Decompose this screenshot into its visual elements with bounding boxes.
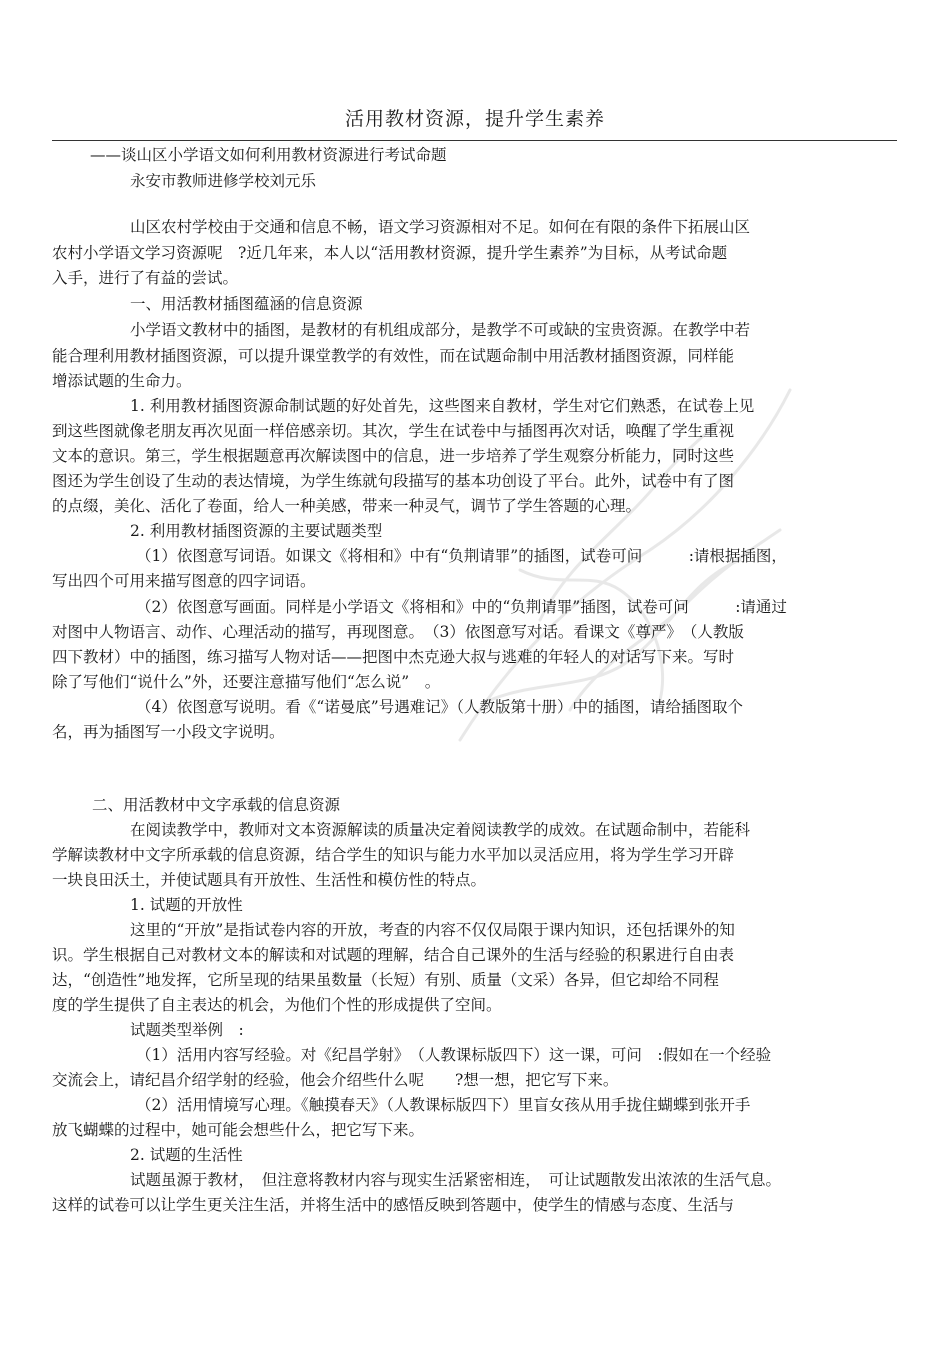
document-author: 永安市教师进修学校刘元乐 <box>130 172 317 190</box>
paragraph-line: 交流会上，请纪昌介绍学射的经验，他会介绍些什么呢 ?想一想，把它写下来。 <box>52 1071 619 1089</box>
paragraph-line: 1. 利用教材插图资源命制试题的好处首先，这些图来自教材，学生对它们熟悉，在试卷上见 <box>130 397 755 415</box>
paragraph-line: 这样的试卷可以让学生更关注生活，并将生活中的感悟反映到答题中，使学生的情感与态度、生活与 <box>52 1196 735 1214</box>
paragraph-line: 识。学生根据自己对教材文本的解读和对试题的理解，结合自己课外的生活与经验的积累进行自由表 <box>52 946 735 964</box>
section-heading: 二、用活教材中文字承载的信息资源 <box>92 796 341 814</box>
paragraph-line: 一块良田沃土，并使试题具有开放性、生活性和模仿性的特点。 <box>52 871 487 889</box>
paragraph-line: 除了写他们“说什么”外，还要注意描写他们“怎么说” 。 <box>52 673 441 691</box>
title-divider <box>52 140 897 141</box>
document-subtitle: ——谈山区小学语文如何利用教材资源进行考试命题 <box>90 146 447 164</box>
paragraph-line: 达，“创造性”地发挥，它所呈现的结果虽数量（长短）有别、质量（文采）各异，但它却给不同程 <box>52 971 719 989</box>
paragraph-line: （2）依图意写画面。同样是小学语文《将相和》中的“负荆请罪”插图，试卷可问 :请通过 <box>136 598 787 616</box>
paragraph-line: 对图中人物语言、动作、心理活动的描写，再现图意。 （3）依图意写对话。看课文《尊严》 （人教版 <box>52 623 744 641</box>
paragraph-line: 增添试题的生命力。 <box>52 372 192 390</box>
paragraph-line: 农村小学语文学习资源呢 ?近几年来，本人以“活用教材资源，提升学生素养”为目标，从考试命题 <box>52 244 728 262</box>
paragraph-line: 文本的意识。第三，学生根据题意再次解读图中的信息，进一步培养了学生观察分析能力，同时这些 <box>52 447 735 465</box>
paragraph-line: 的点缀，美化、活化了卷面，给人一种美感，带来一种灵气，调节了学生答题的心理。 <box>52 497 642 515</box>
subsection-heading: 2. 利用教材插图资源的主要试题类型 <box>130 522 383 540</box>
paragraph-line: 名，再为插图写一小段文字说明。 <box>52 723 285 741</box>
section-heading: 一、用活教材插图蕴涵的信息资源 <box>130 295 363 313</box>
document-title: 活用教材资源，提升学生素养 <box>344 108 605 130</box>
paragraph-line: （4）依图意写说明。看《“诺曼底”号遇难记》（人教版第十册）中的插图，请给插图取个 <box>136 698 743 716</box>
paragraph-line: 试题类型举例 : <box>130 1021 244 1039</box>
paragraph-line: 到这些图就像老朋友再次见面一样倍感亲切。其次，学生在试卷中与插图再次对话，唤醒了学生重视 <box>52 422 735 440</box>
paragraph-line: 这里的“开放”是指试卷内容的开放，考查的内容不仅仅局限于课内知识，还包括课外的知 <box>130 921 735 939</box>
paragraph-line: （1）活用内容写经验。对《纪昌学射》 （人教课标版四下）这一课，可问 :假如在一个经验 <box>136 1046 772 1064</box>
paragraph-line: 山区农村学校由于交通和信息不畅，语文学习资源相对不足。如何在有限的条件下拓展山区 <box>130 218 751 236</box>
paragraph-line: 写出四个可用来描写图意的四字词语。 <box>52 572 316 590</box>
paragraph-line: （2）活用情境写心理。《触摸春天》（人教课标版四下）里盲女孩从用手拢住蝴蝶到张开手 <box>136 1096 751 1114</box>
subsection-heading: 2. 试题的生活性 <box>130 1146 243 1164</box>
subsection-heading: 1. 试题的开放性 <box>130 896 243 914</box>
paragraph-line: 度的学生提供了自主表达的机会，为他们个性的形成提供了空间。 <box>52 996 502 1014</box>
paragraph-line: 试题虽源于教材， 但注意将教材内容与现实生活紧密相连， 可让试题散发出浓浓的生活气息。 <box>130 1171 782 1189</box>
paragraph-line: 能合理利用教材插图资源，可以提升课堂教学的有效性，而在试题命制中用活教材插图资源，同样能 <box>52 347 735 365</box>
paragraph-line: 四下教材）中的插图，练习描写人物对话——把图中杰克逊大叔与逃难的年轻人的对话写下来。写时 <box>52 648 735 666</box>
paragraph-line: 图还为学生创设了生动的表达情境，为学生练就句段描写的基本功创设了平台。此外，试卷中有了图 <box>52 472 735 490</box>
paragraph-line: 入手，进行了有益的尝试。 <box>52 269 239 287</box>
paragraph-line: 学解读教材中文字所承载的信息资源，结合学生的知识与能力水平加以灵活应用，将为学生学习开辟 <box>52 846 735 864</box>
paragraph-line: 小学语文教材中的插图，是教材的有机组成部分，是教学不可或缺的宝贵资源。在教学中若 <box>130 321 751 339</box>
paragraph-line: （1）依图意写词语。如课文《将相和》中有“负荆请罪”的插图，试卷可问 :请根据插图， <box>136 547 787 565</box>
paragraph-line: 放飞蝴蝶的过程中，她可能会想些什么，把它写下来。 <box>52 1121 425 1139</box>
paragraph-line: 在阅读教学中，教师对文本资源解读的质量决定着阅读教学的成效。在试题命制中，若能科 <box>130 821 751 839</box>
